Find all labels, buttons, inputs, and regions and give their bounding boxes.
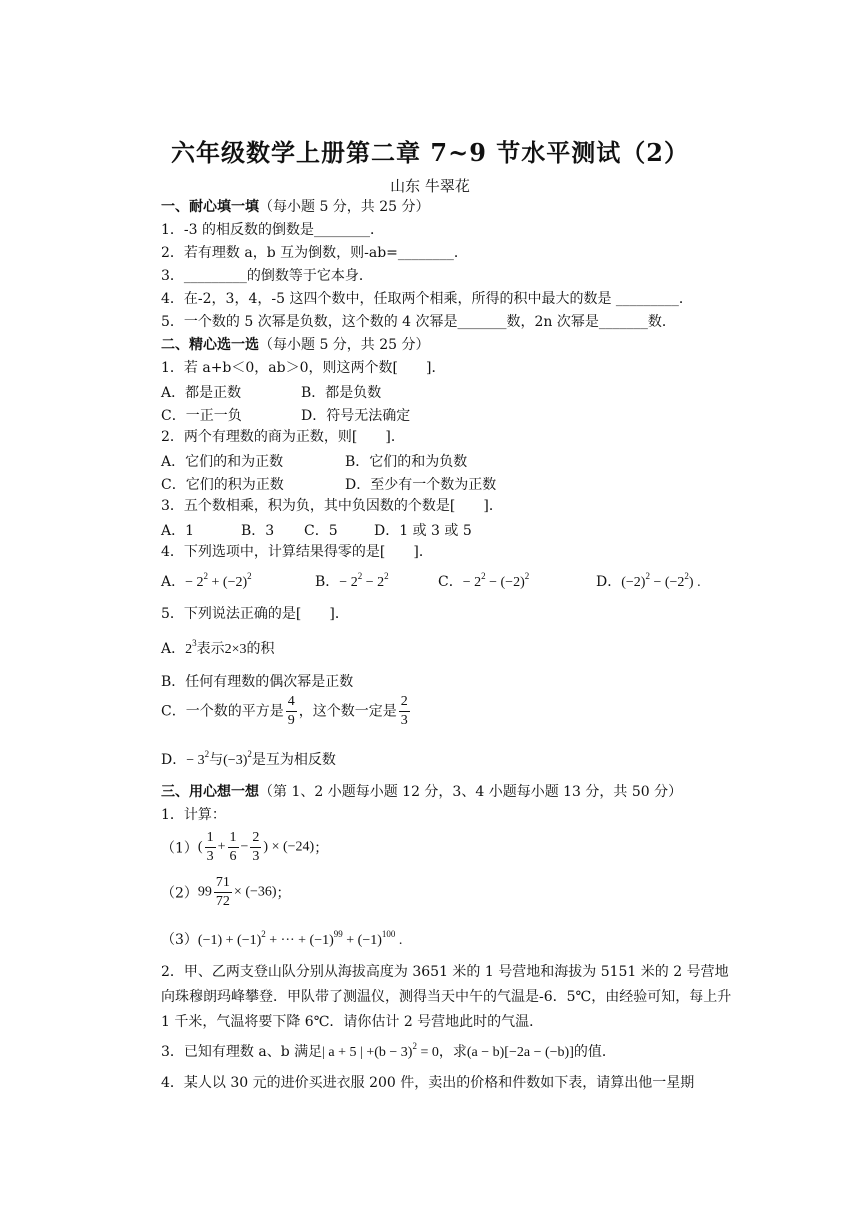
problem-3-expression: (a − b)[−2a − (−b)] xyxy=(466,1045,574,1060)
q3-option-a: A．1 xyxy=(161,523,195,539)
q2-option-b: B．它们的和为负数 xyxy=(345,454,468,470)
problem-4: 4．某人以 30 元的进价买进衣服 200 件，卖出的价格和件数如下表，请算出他一星期 xyxy=(161,1075,695,1091)
fill-question-1: 1．-3 的相反数的倒数是________． xyxy=(161,222,384,238)
problem-1-item-1: （1）( $\frac{1}{3}$ + $\frac{1}{6}$ − $\frac{2}{3}$ ) × (−24)； xyxy=(161,830,329,864)
q5-d-expr2: $(-3)^2$ xyxy=(223,749,252,768)
choice-question-1: 1．若 a+b＜0，ab＞0，则这两个数[ ]． xyxy=(161,360,446,376)
fraction-2-3: $\frac{2}{3}$ xyxy=(400,694,408,728)
fill-question-2: 2．若有理数 a，b 互为倒数，则-ab=________． xyxy=(161,245,468,261)
section-3-note: （第 1、2 小题每小题 12 分，3、4 小题每小题 13 分，共 50 分） xyxy=(259,784,683,800)
q5-a-product: 2×3 xyxy=(224,642,247,657)
q5-option-d: D．− $3^2$与$(-3)^2$是互为相反数 xyxy=(161,749,336,768)
section-3-title: 三、用心想一想 xyxy=(161,784,259,800)
author: 山东 牛翠花 xyxy=(390,177,470,195)
q2-option-a: A．它们的和为正数 xyxy=(161,454,284,470)
q5-option-c: C．一个数的平方是 $\frac{4}{9}$ ，这个数一定是 $\frac{2}{3}$ xyxy=(161,694,408,728)
choice-question-2: 2．两个有理数的商为正数，则[ ]． xyxy=(161,429,405,445)
series-expression: $(-1) + (-1)^2$ + ··· + $(-1)^{99} + (-1)^{100}$ . xyxy=(197,929,403,948)
q4-option-a: A．− $2^2 + (-2)^2$ xyxy=(161,571,252,590)
q4-option-c: C．− $2^2 - (-2)^2$ xyxy=(438,571,530,590)
q3-option-b: B．3 xyxy=(241,523,275,539)
fill-question-3: 3．_________的倒数等于它本身． xyxy=(161,268,373,284)
fraction-1-6: $\frac{1}{6}$ xyxy=(229,830,237,864)
fraction-2-3-b: $\frac{2}{3}$ xyxy=(252,830,260,864)
q3-option-d: D．1 或 3 或 5 xyxy=(374,523,472,539)
section-1-heading xyxy=(161,198,430,216)
q1-option-c: C．一正一负 xyxy=(161,408,242,424)
problem-3-condition: | a + 5 | $+(b - 3)^2 = 0$ xyxy=(322,1041,439,1060)
fraction-4-9: $\frac{4}{9}$ xyxy=(287,694,295,728)
q4-d-expression: $(-2)^2 - (-2^2)$ . xyxy=(621,571,701,590)
fraction-71-72: $\frac{71}{72}$ xyxy=(215,875,230,909)
fraction-1-3: $\frac{1}{3}$ xyxy=(206,830,214,864)
problem-3: 3．已知有理数 a、b 满足| a + 5 | $+(b - 3)^2 = 0$，求(a − b)[−2a − (−b)]的值． xyxy=(161,1041,616,1060)
q4-option-d: D．$(-2)^2 - (-2^2)$ . xyxy=(596,571,701,590)
fill-question-4: 4．在-2，3，4，-5 这四个数中，任取两个相乘，所得的积中最大的数是 _________． xyxy=(161,291,693,307)
q4-a-expression: − $2^2 + (-2)^2$ xyxy=(185,571,252,590)
choice-question-3: 3．五个数相乘，积为负，其中负因数的个数是[ ]． xyxy=(161,498,503,514)
problem-1-item-2: （2）99 $\frac{71}{72}$ × (−36)； xyxy=(161,875,291,909)
q5-option-b: B．任何有理数的偶次幂是正数 xyxy=(161,674,354,690)
choice-question-5: 5．下列说法正确的是[ ]． xyxy=(161,606,349,622)
problem-1-item-3: $(3)(-1) + (-1)^2$ + ··· + $(-1)^{99} + (-1)^{100}$ . xyxy=(161,929,403,948)
fill-question-5: 5．一个数的 5 次幂是负数，这个数的 4 次幂是_______数，2n 次幂是_______数． xyxy=(161,314,676,330)
q4-option-b: B．− $2^2 - 2^2$ xyxy=(315,571,389,590)
q5-d-expr1: − $3^2$ xyxy=(186,749,210,768)
q4-b-expression: − $2^2 - 2^2$ xyxy=(339,571,389,590)
section-2-note: （每小题 5 分，共 25 分） xyxy=(259,337,430,353)
section-2-heading xyxy=(161,336,430,354)
q3-option-c: C．5 xyxy=(304,523,338,539)
choice-question-4: 4．下列选项中，计算结果得零的是[ ]． xyxy=(161,544,433,560)
section-2-title: 二、精心选一选 xyxy=(161,337,259,353)
section-1-note: （每小题 5 分，共 25 分） xyxy=(259,199,430,215)
q5-option-a: A．$2^3$表示2×3的积 xyxy=(161,638,275,657)
problem-2: 2．甲、乙两支登山队分别从海拔高度为 3651 米的 1 号营地和海拔为 5151 米的 2 号营地向珠穆朗玛峰攀登．甲队带了测温仪，测得当天中午的气温是-6．5℃，由经验可知，每上升 1 千米，气温将要下降 6℃．请你估计 2 号营地此时的气温． xyxy=(161,964,732,1030)
section-3-heading xyxy=(161,783,682,801)
page-title: 六年级数学上册第二章 7~9 节水平测试（2） xyxy=(171,138,689,167)
problem-1-stem: 1．计算： xyxy=(161,807,226,823)
q2-option-c: C．它们的积为正数 xyxy=(161,477,284,493)
q1-option-a: A．都是正数 xyxy=(161,385,242,401)
section-1-title: 一、耐心填一填 xyxy=(161,199,259,215)
q1-option-d: D．符号无法确定 xyxy=(301,408,411,424)
q1-option-b: B．都是负数 xyxy=(301,385,382,401)
q5-a-power: $2^3$ xyxy=(185,638,197,657)
q2-option-d: D．至少有一个数为正数 xyxy=(345,477,497,493)
q4-c-expression: − $2^2 - (-2)^2$ xyxy=(462,571,530,590)
